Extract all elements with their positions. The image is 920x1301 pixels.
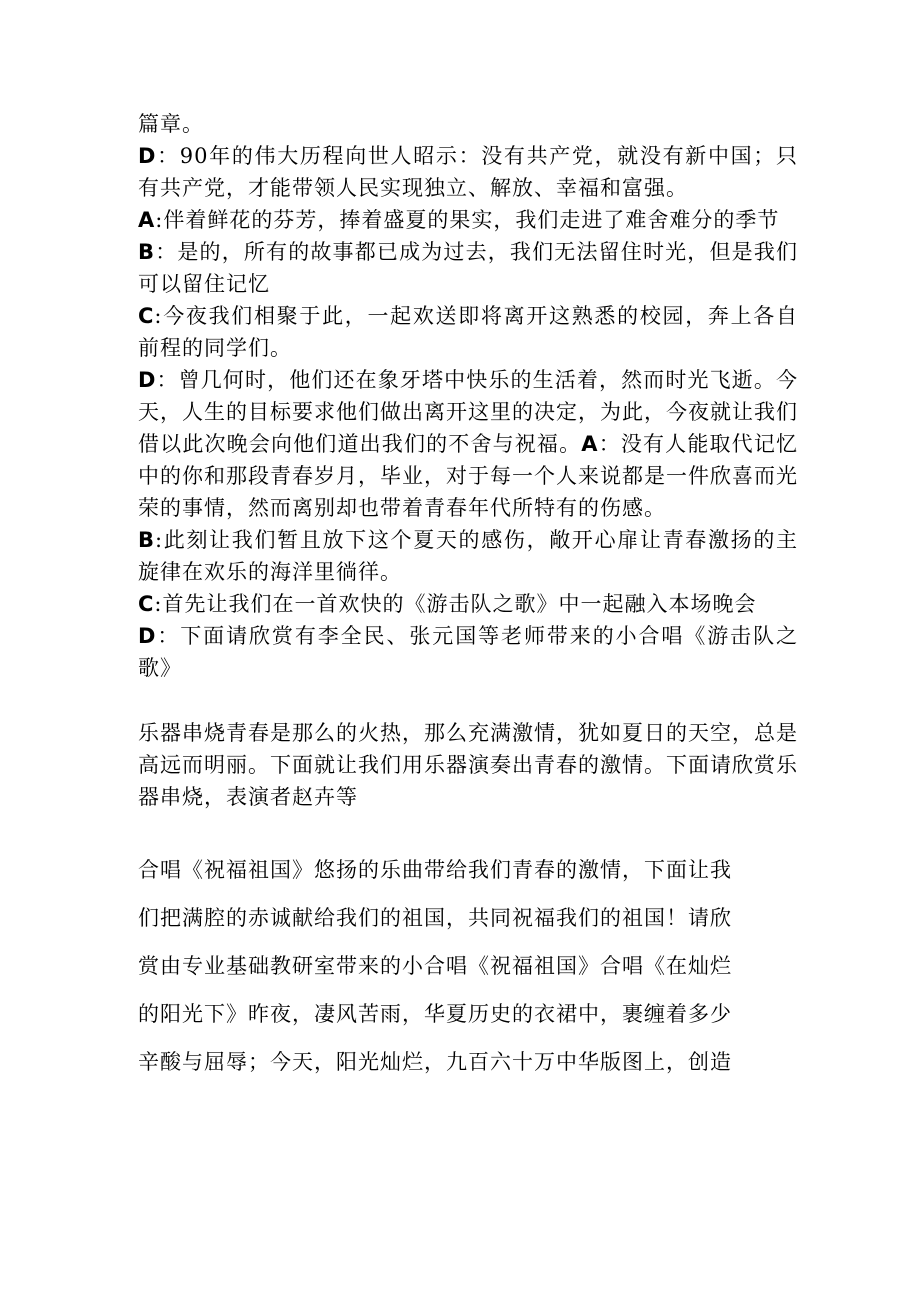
paragraph-spacer [138,684,798,717]
paragraph-text: ：90年的伟大历程向世人昭示：没有共产党，就没有新中国；只有共产党，才能带领人民实现独立、解放、幸福和富强。 [138,144,798,200]
speaker-label: B [138,240,156,264]
paragraph-7 [138,588,798,620]
speaker-label: D [138,624,157,648]
paragraph-text: :今夜我们相聚于此，一起欢送即将离开这熟悉的校园，奔上各自前程的同学们。 [138,304,798,360]
paragraph-8 [138,620,798,684]
paragraph-text: :此刻让我们暂且放下这个夏天的感伤，敞开心扉让青春激扬的主旋律在欢乐的海洋里徜徉。 [138,528,798,584]
chorus-line: 赏由专业基础教研室带来的小合唱《祝福祖国》合唱《在灿烂 [138,954,732,978]
paragraph-text: :伴着鲜花的芬芳，捧着盛夏的果实，我们走进了难舍难分的季节 [155,208,780,232]
paragraph-1 [138,140,798,204]
chorus-line: 们把满腔的赤诚献给我们的祖国，共同祝福我们的祖国！请欣 [138,906,732,930]
paragraph-4 [138,300,798,364]
paragraph-text: ：曾几何时，他们还在象牙塔中快乐的生活着，然而时光飞逝。今天，人生的目标要求他们做出离开这里的决定，为此，今夜就让我们借以此次晚会向他们道出我们的不舍与祝福。 [138,368,798,456]
paragraph-6 [138,524,798,588]
paragraph-text: :首先让我们在一首欢快的《游击队之歌》中一起融入本场晚会 [154,592,757,616]
paragraph-5 [138,364,798,524]
section-instrument-medley: 乐器串烧青春是那么的火热，那么充满激情，犹如夏日的天空，总是高远而明丽。下面就让我们用乐器演奏出青春的激情。下面请欣赏乐器串烧，表演者赵卉等 [138,721,798,809]
document-body [138,108,798,1086]
speaker-label: C [138,304,155,328]
chorus-line: 的阳光下》昨夜，凄风苦雨，华夏历史的衣裙中，裹缠着多少 [138,1002,732,1026]
paragraph-text: ：下面请欣赏有李全民、张元国等老师带来的小合唱《游击队之歌》 [138,624,798,680]
paragraph-spacer [138,813,798,846]
paragraph-3 [138,236,798,300]
paragraph-text: 篇章。 [138,112,204,136]
speaker-label: C [138,592,155,616]
section-chorus [138,846,798,1086]
chorus-line: 合唱《祝福祖国》悠扬的乐曲带给我们青春的激情，下面让我 [138,858,732,882]
paragraph-text: ：是的，所有的故事都已成为过去，我们无法留住时光，但是我们可以留住记忆 [138,240,798,296]
speaker-label: A [138,208,156,232]
speaker-label: B [138,528,156,552]
speaker-label: D [138,368,157,392]
speaker-label-inline: A [581,432,599,456]
paragraph-2 [138,204,798,236]
paragraph-text-inline: ：没有人能取代记忆中的你和那段青春岁月，毕业，对于每一个人来说都是一件欣喜而光荣的事情，然而离别却也带着青春年代所特有的伤感。 [138,432,798,520]
paragraph-0 [138,108,798,140]
speaker-label: D [138,144,157,168]
chorus-line: 辛酸与屈辱；今天，阳光灿烂，九百六十万中华版图上，创造 [138,1050,732,1074]
